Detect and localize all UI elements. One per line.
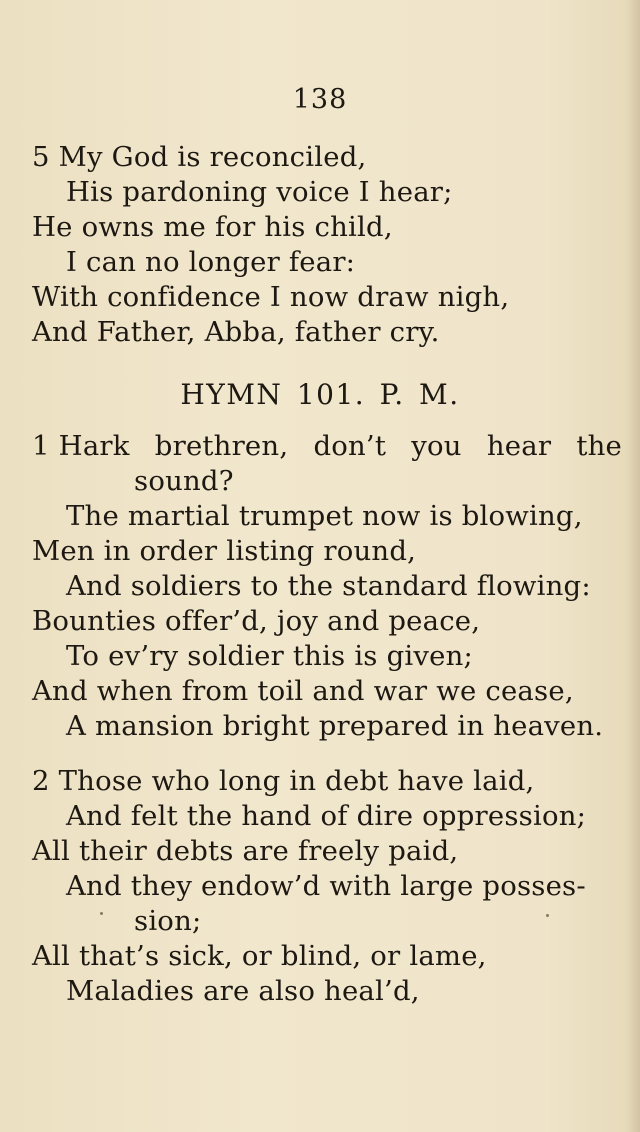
word: the [576,430,622,462]
word: you [411,430,462,462]
verse-line: I can no longer fear: [66,246,356,278]
word: 1 Hark [32,430,130,462]
verse-line: 2 Those who long in debt have laid, [32,765,535,797]
verse-line: Bounties offer’d, joy and peace, [32,605,481,637]
verse-first-line [32,429,622,463]
page-number: 138 [292,84,348,115]
verse-line: Maladies are also heal’d, [66,975,420,1007]
verse-line: He owns me for his child, [32,211,393,243]
verse-line: And when from toil and war we cease, [32,675,574,707]
page-edge-shadow [626,0,640,1132]
verse-line: All that’s sick, or blind, or lame, [32,940,487,972]
verse-line: All their debts are freely paid, [32,835,459,867]
verse-line: The martial trumpet now is blowing, [66,500,583,532]
verse-line: His pardoning voice I hear; [66,176,453,208]
verse-line: With confidence I now draw nigh, [32,281,510,313]
word: don’t [313,430,387,462]
verse-line: sion; [134,905,202,937]
verse-line: And Father, Abba, father cry. [32,316,440,348]
verse-line: And they endow’d with large posses- [66,870,586,902]
verse-line: Men in order listing round, [32,535,417,567]
word: hear [486,430,552,462]
verse-line: 5 My God is reconciled, [32,141,367,173]
paper-speck [100,912,103,915]
verse-line: And soldiers to the standard flowing: [66,570,591,602]
paper-speck [546,914,549,917]
verse-line: sound? [134,465,234,497]
hymn-title: HYMN 101. P. M. [180,378,460,411]
word: brethren, [154,430,289,462]
verse-line: A mansion bright prepared in heaven. [66,710,604,742]
verse-line: And felt the hand of dire oppression; [66,800,587,832]
verse-line: To ev’ry soldier this is given; [66,640,473,672]
